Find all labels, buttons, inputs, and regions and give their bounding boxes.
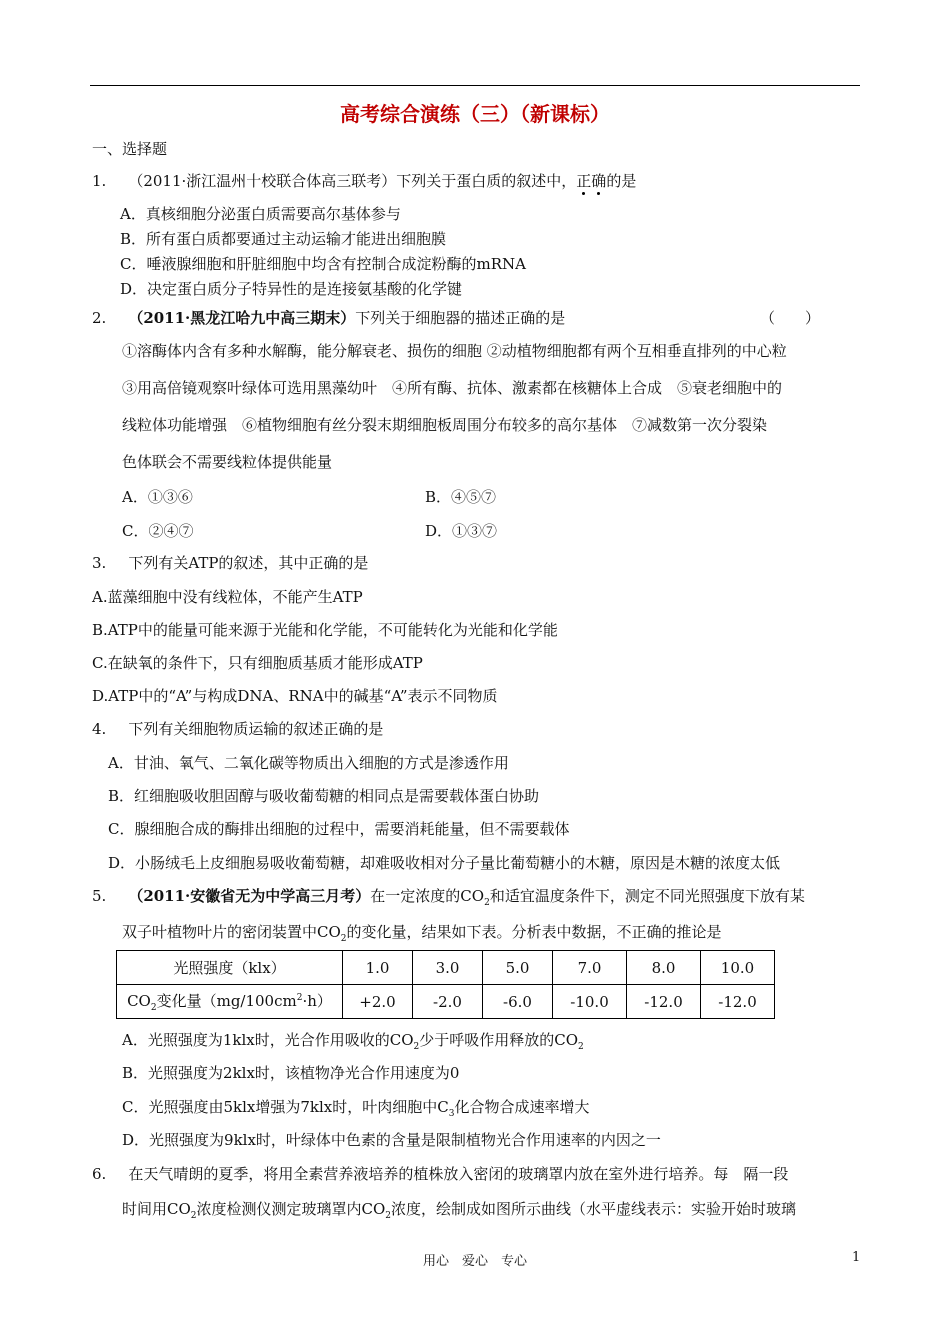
option-text: C．光照强度由5klx增强为7klx时，叶肉细胞中C — [122, 1098, 449, 1116]
section-heading: 一、选择题 — [92, 140, 168, 158]
cell-text: 变化量（mg/100cm — [156, 992, 297, 1010]
subscript: 2 — [150, 1003, 157, 1013]
q4-option-b: B．红细胞吸收胆固醇与吸收葡萄糖的相同点是需要载体蛋白协助 — [108, 787, 540, 805]
q4-option-a: A．甘油、氧气、二氧化碳等物质出入细胞的方式是渗透作用 — [108, 754, 509, 772]
q6-stem-line2 — [122, 1198, 796, 1221]
cell-text: CO — [127, 992, 151, 1010]
q1-option-d: D．决定蛋白质分子特异性的是连接氨基酸的化学键 — [120, 280, 463, 298]
question-1 — [92, 170, 636, 191]
table-row — [117, 951, 775, 985]
table-cell: 10.0 — [701, 951, 775, 985]
question-number: 2. — [92, 309, 107, 327]
answer-blank: （ ） — [760, 309, 821, 327]
question-stem: 在一定浓度的CO — [370, 887, 485, 905]
question-number: 6. — [92, 1165, 107, 1183]
stem-text: 时间用CO — [122, 1200, 191, 1218]
q2-option-a: A．①③⑥ — [122, 488, 193, 506]
question-source: （2011·安徽省无为中学高三月考） — [128, 887, 371, 905]
q5-stem-line2 — [122, 921, 722, 944]
question-number: 3. — [92, 554, 107, 572]
table-cell: -10.0 — [553, 985, 627, 1019]
data-table — [116, 950, 775, 1019]
question-stem: 下列有关细胞物质运输的叙述正确的是 — [128, 720, 384, 738]
table-row — [117, 985, 775, 1019]
table-header-cell — [117, 985, 343, 1019]
stem-text: 的变化量，结果如下表。分析表中数据，不正确的推论是 — [346, 923, 722, 941]
table-cell: 3.0 — [413, 951, 483, 985]
subscript: 2 — [578, 1042, 584, 1052]
page-number: 1 — [852, 1250, 861, 1265]
subscript: 2 — [385, 1211, 392, 1221]
q2-option-b: B．④⑤⑦ — [425, 488, 497, 506]
question-stem: 下列有关ATP的叙述，其中正确的是 — [128, 554, 369, 572]
q3-option-a: A.蓝藻细胞中没有线粒体，不能产生ATP — [92, 588, 363, 606]
question-stem: 在天气晴朗的夏季，将用全素营养液培养的植株放入密闭的玻璃罩内放在室外进行培养。每 隔一段 — [128, 1165, 789, 1183]
question-5 — [92, 885, 805, 908]
question-number: 4. — [92, 720, 107, 738]
subscript: 2 — [413, 1042, 420, 1052]
question-3 — [92, 552, 368, 573]
q4-option-c: C．腺细胞合成的酶排出细胞的过程中，需要消耗能量，但不需要载体 — [108, 820, 570, 838]
q2-statement-line: 线粒体功能增强 ⑥植物细胞有丝分裂末期细胞板周围分布较多的高尔基体 ⑦减数第一次分裂染 — [122, 416, 768, 434]
table-cell: 1.0 — [343, 951, 413, 985]
subscript: 2 — [484, 898, 490, 908]
emphasis-char: 正 — [576, 172, 592, 190]
table-cell: -6.0 — [483, 985, 553, 1019]
subscript: 3 — [448, 1109, 455, 1119]
q1-option-c: C．唾液腺细胞和肝脏细胞中均含有控制合成淀粉酶的mRNA — [120, 255, 526, 273]
q2-option-d: D．①③⑦ — [425, 522, 498, 540]
table-cell: +2.0 — [343, 985, 413, 1019]
table-cell: -12.0 — [627, 985, 701, 1019]
q2-statement-line: 色体联会不需要线粒体提供能量 — [122, 453, 333, 471]
stem-text: 浓度检测仪测定玻璃罩内CO — [196, 1200, 386, 1218]
q2-statement-line: ③用高倍镜观察叶绿体可选用黑藻幼叶 ④所有酶、抗体、激素都在核糖体上合成 ⑤衰老细胞中的 — [122, 379, 783, 397]
option-text: A．光照强度为1klx时，光合作用吸收的CO — [122, 1031, 414, 1049]
table-cell: -2.0 — [413, 985, 483, 1019]
header-rule — [90, 85, 860, 86]
q2-option-c: C．②④⑦ — [122, 522, 194, 540]
question-stem: 和适宜温度条件下，测定不同光照强度下放有某 — [489, 887, 805, 905]
question-6 — [92, 1163, 788, 1184]
page-title: 高考综合演练（三）（新课标） — [340, 102, 610, 126]
table-cell: 5.0 — [483, 951, 553, 985]
table-cell: -12.0 — [701, 985, 775, 1019]
stem-text: 浓度，绘制成如图所示曲线（水平虚线表示：实验开始时玻璃 — [391, 1200, 797, 1218]
table-cell: 7.0 — [553, 951, 627, 985]
q5-option-c — [122, 1096, 590, 1119]
question-stem: 下列关于细胞器的描述正确的是 — [355, 309, 566, 327]
table-cell: 8.0 — [627, 951, 701, 985]
emphasis-char: 确 — [591, 172, 607, 190]
question-2 — [92, 307, 565, 328]
q1-option-a: A．真核细胞分泌蛋白质需要高尔基体参与 — [120, 205, 401, 223]
question-number: 5. — [92, 887, 107, 905]
q4-option-d: D．小肠绒毛上皮细胞易吸收葡萄糖，却难吸收相对分子量比葡萄糖小的木糖，原因是木糖的浓度太低 — [108, 854, 781, 872]
q3-option-d: D.ATP中的“A”与构成DNA、RNA中的碱基“A”表示不同物质 — [92, 687, 498, 705]
question-source: （2011·黑龙江哈九中高三期末） — [128, 309, 356, 327]
footer-motto: 用心 爱心 专心 — [422, 1254, 527, 1269]
option-text: 少于呼吸作用释放的CO — [419, 1031, 579, 1049]
q5-option-a — [122, 1029, 584, 1052]
q3-option-b: B.ATP中的能量可能来源于光能和化学能，不可能转化为光能和化学能 — [92, 621, 558, 639]
q3-option-c: C.在缺氧的条件下，只有细胞质基质才能形成ATP — [92, 654, 423, 672]
question-number: 1. — [92, 172, 107, 190]
question-stem-end: 的是 — [606, 172, 637, 190]
q5-option-b: B．光照强度为2klx时，该植物净光合作用速度为0 — [122, 1064, 460, 1082]
q2-statement-line: ①溶酶体内含有多种水解酶，能分解衰老、损伤的细胞 ②动植物细胞都有两个互相垂直排列的中心粒 — [122, 342, 787, 360]
q5-option-d: D．光照强度为9klx时，叶绿体中色素的含量是限制植物光合作用速率的内因之一 — [122, 1131, 661, 1149]
subscript: 2 — [190, 1211, 197, 1221]
question-stem: 下列关于蛋白质的叙述中， — [396, 172, 577, 190]
table-header-cell: 光照强度（klx） — [117, 951, 343, 985]
stem-text: 双子叶植物叶片的密闭装置中CO — [122, 923, 341, 941]
subscript: 2 — [340, 934, 347, 944]
option-text: 化合物合成速率增大 — [454, 1098, 590, 1116]
cell-text: ·h） — [302, 992, 332, 1010]
question-source: （2011·浙江温州十校联合体高三联考） — [128, 172, 397, 190]
superscript: 2 — [296, 993, 303, 1003]
question-4 — [92, 718, 383, 739]
q1-option-b: B．所有蛋白质都要通过主动运输才能进出细胞膜 — [120, 230, 447, 248]
